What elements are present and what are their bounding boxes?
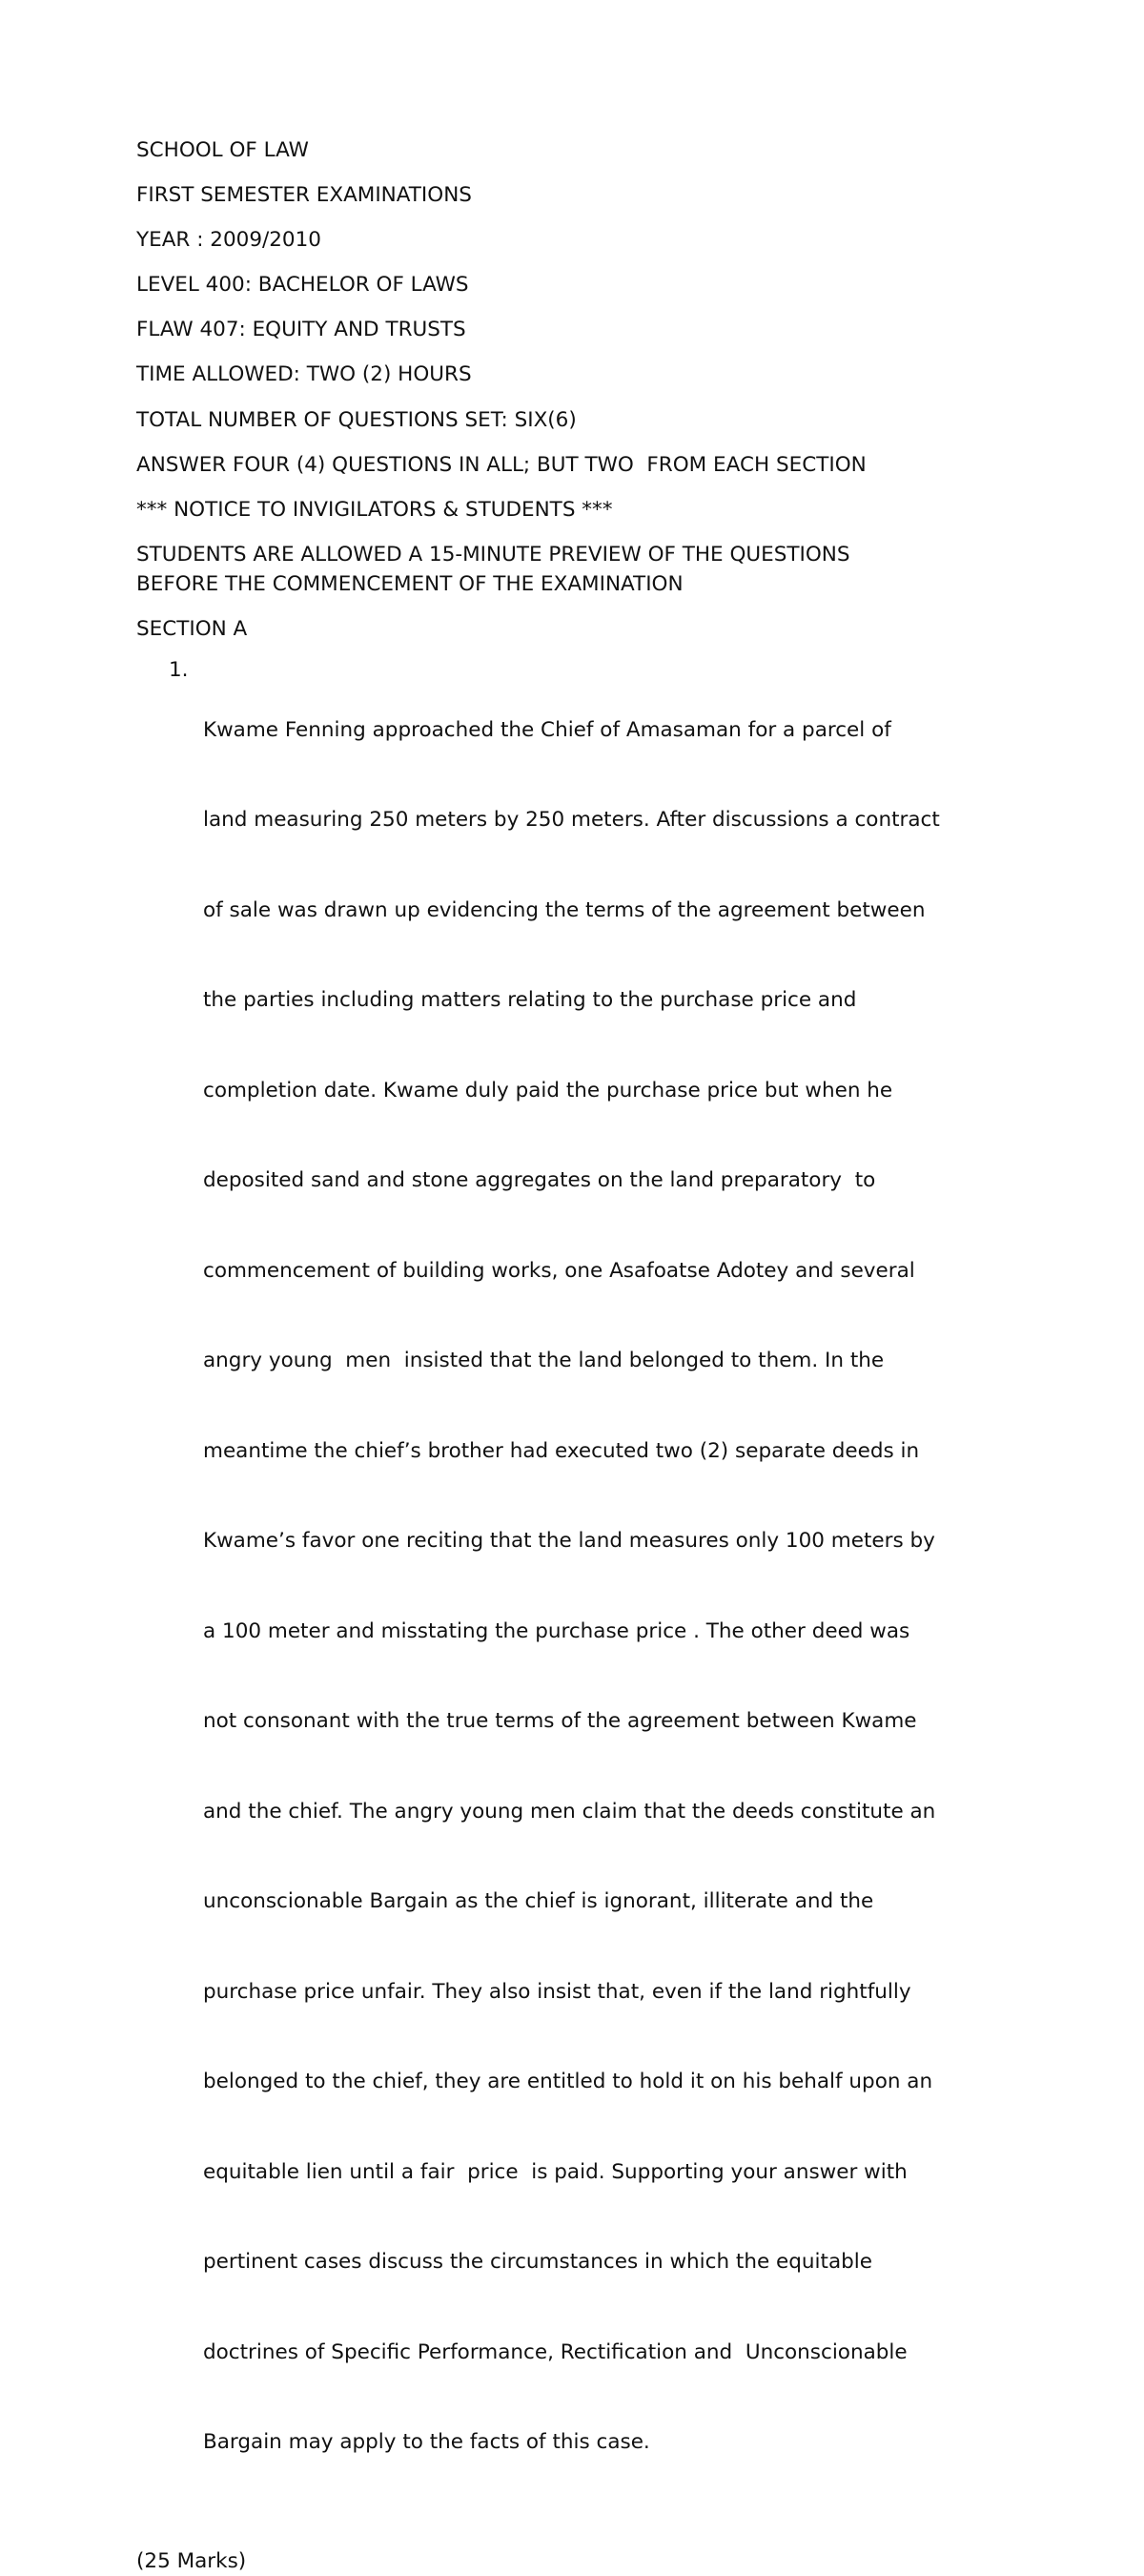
question-line: a 100 meter and misstating the purchase price . The other deed was <box>203 1618 910 1643</box>
question-number-label: 1. <box>169 657 189 682</box>
exam-document <box>136 135 1023 2576</box>
question-line: angry young men insisted that the land belonged to them. In the <box>203 1349 885 1373</box>
question-line: meantime the chief’s brother had executed two (2) separate deeds in <box>203 1438 920 1463</box>
exam-title: FIRST SEMESTER EXAMINATIONS <box>136 183 472 208</box>
question-number <box>136 655 203 2518</box>
total-questions: TOTAL NUMBER OF QUESTIONS SET: SIX(6) <box>136 407 577 432</box>
question-line: of sale was drawn up evidencing the terms of the agreement between <box>203 897 926 922</box>
question-line: belonged to the chief, they are entitled to hold it on his behalf upon an <box>203 2070 933 2094</box>
question-line: Kwame’s favor one reciting that the land measures only 100 meters by <box>203 1529 935 1554</box>
section-a-title: SECTION A <box>136 617 248 642</box>
question-line: commencement of building works, one Asafoatse Adotey and several <box>203 1258 915 1283</box>
question-line: land measuring 250 meters by 250 meters. After discussions a contract <box>203 808 940 833</box>
time-allowed: TIME ALLOWED: TWO (2) HOURS <box>136 362 472 387</box>
question-line: Kwame Fenning approached the Chief of Amasaman for a parcel of <box>203 717 891 742</box>
question-1-marks: (25 Marks) <box>136 2548 247 2573</box>
question-line: Bargain may apply to the facts of this case. <box>203 2430 650 2455</box>
question-1 <box>136 655 1023 2518</box>
preview-notice <box>136 540 1023 600</box>
answer-instructions: ANSWER FOUR (4) QUESTIONS IN ALL; BUT TWO FROM EACH SECTION <box>136 452 867 477</box>
course-title: FLAW 407: EQUITY AND TRUSTS <box>136 318 466 342</box>
notice-heading: *** NOTICE TO INVIGILATORS & STUDENTS *** <box>136 497 613 522</box>
question-line: pertinent cases discuss the circumstances in which the equitable <box>203 2250 872 2275</box>
preview-notice-line-2: BEFORE THE COMMENCEMENT OF THE EXAMINATION <box>136 572 684 597</box>
question-line: deposited sand and stone aggregates on the land preparatory to <box>203 1168 876 1193</box>
level: LEVEL 400: BACHELOR OF LAWS <box>136 273 469 298</box>
question-text <box>203 655 1023 2518</box>
question-line: equitable lien until a fair price is paid. Supporting your answer with <box>203 2159 908 2184</box>
question-line: doctrines of Specific Performance, Rectification and Unconscionable <box>203 2339 908 2364</box>
school-name: SCHOOL OF LAW <box>136 138 309 162</box>
question-line: and the chief. The angry young men claim that the deeds constitute an <box>203 1799 936 1824</box>
question-line: purchase price unfair. They also insist that, even if the land rightfully <box>203 1979 911 2004</box>
question-line: unconscionable Bargain as the chief is ignorant, illiterate and the <box>203 1889 874 1914</box>
preview-notice-line-1: STUDENTS ARE ALLOWED A 15-MINUTE PREVIEW OF THE QUESTIONS <box>136 542 850 567</box>
question-line: the parties including matters relating to the purchase price and <box>203 988 857 1013</box>
academic-year: YEAR : 2009/2010 <box>136 228 321 253</box>
question-line: completion date. Kwame duly paid the purchase price but when he <box>203 1078 893 1103</box>
question-line: not consonant with the true terms of the agreement between Kwame <box>203 1709 917 1734</box>
